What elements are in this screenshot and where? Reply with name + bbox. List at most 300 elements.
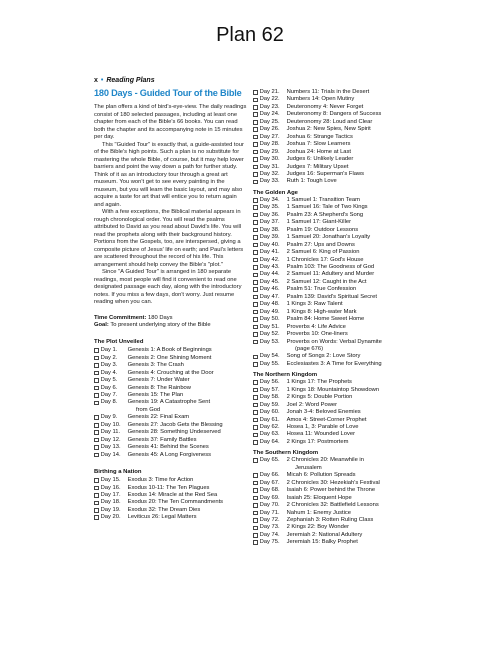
day-reading: 1 Samuel 16: Tale of Two Kings (286, 204, 368, 211)
day-reading: Psalm 139: David's Spiritual Secret (286, 293, 377, 300)
reading-day-row (94, 499, 247, 506)
day-reading: 1 Samuel 17: Giant-Killer (286, 219, 352, 226)
reading-day-row (253, 294, 443, 301)
day-label: Day 26. (259, 126, 280, 133)
reading-day-row (253, 353, 443, 360)
checkbox-icon[interactable] (253, 287, 258, 292)
reading-day-row (253, 510, 443, 517)
day-label: Day 9. (100, 414, 118, 421)
day-reading: 2 Kings 17: Postmortem (286, 438, 349, 445)
section-header (94, 77, 155, 84)
checkbox-icon[interactable] (253, 395, 258, 400)
reading-day-row (253, 387, 443, 394)
checkbox-icon[interactable] (253, 481, 258, 486)
day-reading: 2 Chronicles 32: Battlefield Lessons (286, 502, 379, 509)
checkbox-icon[interactable] (253, 511, 258, 516)
reading-day-row (253, 219, 443, 226)
checkbox-icon[interactable] (94, 493, 99, 498)
checkbox-icon[interactable] (253, 120, 258, 125)
checkbox-icon[interactable] (253, 362, 258, 367)
reading-day-row (253, 134, 443, 141)
day-label: Day 67. (259, 479, 280, 486)
reading-day-row (253, 104, 443, 111)
checkbox-icon[interactable] (253, 142, 258, 147)
day-label: Day 33. (259, 178, 280, 185)
day-reading: Deuteronomy 28: Loud and Clear (286, 118, 373, 125)
reading-day-row (253, 242, 443, 249)
day-label: Day 38. (259, 226, 280, 233)
day-reading: Song of Songs 2: Love Story (286, 353, 361, 360)
checkbox-icon[interactable] (253, 273, 258, 278)
day-reading: Exodus 10-11: The Ten Plagues (127, 484, 210, 491)
day-reading: Isaiah 25: Eloquent Hope (286, 494, 352, 501)
day-reading: Deuteronomy 8: Dangers of Success (286, 111, 382, 118)
left-column (94, 88, 247, 522)
day-reading: Psalm 19: Outdoor Lessons (286, 226, 359, 233)
checkbox-icon[interactable] (253, 355, 258, 360)
checkbox-icon[interactable] (253, 105, 258, 110)
day-label: Day 32. (259, 170, 280, 177)
reading-day-row (94, 444, 247, 451)
day-label: Day 10. (100, 421, 121, 428)
checkbox-icon[interactable] (253, 172, 258, 177)
day-reading: Genesis 4: Crouching at the Door (127, 369, 214, 376)
day-reading: 2 Samuel 6: King of Passion (286, 249, 360, 256)
reading-day-row (94, 370, 247, 377)
day-reading: Zephaniah 3: Rotten Ruling Class (286, 517, 374, 524)
checkbox-icon[interactable] (253, 403, 258, 408)
day-label: Day 3. (100, 362, 118, 369)
day-label: Day 45. (259, 278, 280, 285)
day-reading: 1 Kings 18: Mountaintop Showdown (286, 386, 380, 393)
day-label: Day 24. (259, 111, 280, 118)
checkbox-icon[interactable] (253, 135, 258, 140)
reading-day-row (253, 204, 443, 211)
checkbox-icon[interactable] (253, 503, 258, 508)
checkbox-icon[interactable] (253, 112, 258, 117)
plan-title: 180 Days - Guided Tour of the Bible (94, 88, 242, 98)
day-reading: Psalm 23: A Shepherd's Song (286, 211, 364, 218)
checkbox-icon[interactable] (253, 458, 258, 463)
reading-day-row (253, 361, 443, 368)
day-label: Day 2. (100, 354, 118, 361)
checkbox-icon[interactable] (94, 501, 99, 506)
day-reading: Proverbs 4: Life Advice (286, 323, 346, 330)
day-label: Day 18. (100, 499, 121, 506)
day-reading: 1 Kings 3: Raw Talent (286, 301, 343, 308)
day-reading: Genesis 1: A Book of Beginnings (127, 347, 212, 354)
day-label: Day 62. (259, 424, 280, 431)
day-reading: Joshua 2: New Spies, New Spirit (286, 126, 371, 133)
day-reading-continuation: from God (136, 406, 161, 413)
day-reading: Jeremiah 15: Balky Prophet (286, 539, 358, 546)
reading-day-row (253, 164, 443, 171)
reading-day-row (253, 89, 443, 96)
day-label: Day 53. (259, 338, 280, 345)
day-label: Day 27. (259, 133, 280, 140)
day-reading: Exodus 20: The Ten Commandments (127, 499, 224, 506)
day-label: Day 75. (259, 539, 280, 546)
intro-paragraph: The plan offers a kind of bird's-eye-view. The daily readings consist of 180 selected passages, including at least one chapter from each of the Bible's 66 books. You can read both the chapter and its accompanying note in 15 minutes per day. (94, 104, 247, 140)
reading-day-row (253, 197, 443, 204)
day-label: Day 72. (259, 517, 280, 524)
checkbox-icon[interactable] (253, 380, 258, 385)
day-label: Day 34. (259, 196, 280, 203)
checkbox-icon[interactable] (253, 496, 258, 501)
reading-day-row (253, 171, 443, 178)
checkbox-icon[interactable] (94, 378, 99, 383)
day-label: Day 17. (100, 492, 121, 499)
reading-day-row (253, 409, 443, 416)
reading-day-row (94, 422, 247, 429)
day-reading: 1 Samuel 20: Jonathan's Loyalty (286, 234, 371, 241)
day-label: Day 66. (259, 472, 280, 479)
day-reading: Jeremiah 2: National Adultery (286, 531, 363, 538)
day-label: Day 61. (259, 416, 280, 423)
day-label: Day 4. (100, 369, 118, 376)
checkbox-icon[interactable] (94, 415, 99, 420)
reading-day-row (253, 141, 443, 148)
checkbox-icon[interactable] (94, 401, 99, 406)
right-reading-list (253, 89, 443, 547)
day-label: Day 28. (259, 141, 280, 148)
reading-day-row (253, 257, 443, 264)
day-label: Day 12. (100, 436, 121, 443)
day-label: Day 40. (259, 241, 280, 248)
reading-day-row (94, 355, 247, 362)
goal-value: To present underlying story of the Bible (110, 321, 211, 328)
checkbox-icon[interactable] (253, 488, 258, 493)
checkbox-icon[interactable] (253, 150, 258, 155)
left-reading-list (94, 339, 247, 522)
reading-day-row (253, 487, 443, 494)
checkbox-icon[interactable] (253, 198, 258, 203)
reading-day-row (253, 339, 443, 346)
checkbox-icon[interactable] (253, 280, 258, 285)
day-label: Day 47. (259, 293, 280, 300)
intro-paragraph: With a few exceptions, the Biblical material appears in rough chronological order. You will read the psalms attributed to David as you read about David's life. You will read the prophets along with their background history. Portions from the Gospels, too, are interspersed, giving a composite picture of Jesus' life on earth; and Paul's letters are scattered throughout the record of his life. This arrangement should help convey the Bible's "plot." (94, 209, 244, 268)
day-label: Day 51. (259, 323, 280, 330)
day-reading: Numbers 14: Open Mutiny (286, 96, 355, 103)
reading-day-row (94, 362, 247, 369)
day-reading: Exodus 3: Time for Action (127, 477, 194, 484)
reading-day-row (253, 309, 443, 316)
day-label: Day 14. (100, 451, 121, 458)
day-label: Day 15. (100, 477, 121, 484)
right-column (253, 89, 443, 547)
reading-day-row (253, 539, 443, 546)
day-label: Day 13. (100, 444, 121, 451)
day-reading: Isaiah 6: Power behind the Throne (286, 487, 376, 494)
reading-day-row (253, 331, 443, 338)
checkbox-icon[interactable] (253, 180, 258, 185)
checkbox-icon[interactable] (94, 423, 99, 428)
day-reading: 2 Samuel 11: Adultery and Murder (286, 271, 375, 278)
reading-day-row (94, 452, 247, 459)
day-label: Day 57. (259, 386, 280, 393)
reading-day-row (253, 126, 443, 133)
day-label: Day 44. (259, 271, 280, 278)
day-reading: Micah 6: Pollution Spreads (286, 472, 356, 479)
reading-day-row (253, 271, 443, 278)
checkbox-icon[interactable] (94, 478, 99, 483)
checkbox-icon[interactable] (253, 433, 258, 438)
checkbox-icon[interactable] (253, 295, 258, 300)
day-reading: Joel 2: Word Power (286, 401, 338, 408)
day-label: Day 31. (259, 163, 280, 170)
day-reading: Genesis 41: Behind the Scenes (127, 444, 209, 451)
group-title: Birthing a Nation (94, 469, 142, 476)
checkbox-icon[interactable] (253, 98, 258, 103)
day-label: Day 65. (259, 457, 280, 464)
reading-day-row (253, 96, 443, 103)
reading-day-row (253, 524, 443, 531)
checkbox-icon[interactable] (253, 250, 258, 255)
checkbox-icon[interactable] (94, 386, 99, 391)
day-label: Day 7. (100, 392, 118, 399)
checkbox-icon[interactable] (94, 430, 99, 435)
day-reading: 2 Chronicles 30: Hezekiah's Festival (286, 479, 380, 486)
page-title: Plan 62 (216, 24, 284, 46)
day-reading: Psalm 27: Ups and Downs (286, 241, 355, 248)
checkbox-icon[interactable] (94, 515, 99, 520)
checkbox-icon[interactable] (253, 388, 258, 393)
day-reading: Genesis 28: Something Undeserved (127, 429, 221, 436)
day-label: Day 30. (259, 156, 280, 163)
reading-day-row (253, 249, 443, 256)
reading-day-row (253, 264, 443, 271)
checkbox-icon[interactable] (253, 332, 258, 337)
reading-day-row (253, 480, 443, 487)
reading-day-row (253, 156, 443, 163)
day-reading: Exodus 32: The Dream Dies (127, 506, 201, 513)
day-reading: Genesis 45: A Long Forgiveness (127, 451, 212, 458)
reading-day-row (253, 439, 443, 446)
day-reading: Exodus 14: Miracle at the Red Sea (127, 492, 218, 499)
day-reading: Ruth 1: Tough Love (286, 178, 337, 185)
intro-paragraph: Since "A Guided Tour" is arranged in 180 separate readings, most people will find it convenient to read one designated passage each day, along with the introductory notes. If you miss a few days, don't worry. Just resume reading when you can. (94, 269, 242, 305)
goal-label: Goal: (94, 321, 109, 328)
reading-day-row (253, 227, 443, 234)
reading-day-row (94, 414, 247, 421)
day-reading: Judges 16: Superman's Flaws (286, 170, 365, 177)
checkbox-icon[interactable] (253, 410, 258, 415)
day-label: Day 21. (259, 89, 280, 95)
reading-day-row (94, 429, 247, 436)
checkbox-icon[interactable] (94, 486, 99, 491)
day-label: Day 8. (100, 399, 118, 406)
day-label: Day 22. (259, 96, 280, 103)
reading-day-row (253, 316, 443, 323)
section-name: Reading Plans (106, 77, 155, 84)
day-label: Day 63. (259, 431, 280, 438)
checkbox-icon[interactable] (253, 302, 258, 307)
day-reading: Nahum 1: Enemy Justice (286, 509, 352, 516)
reading-day-row (253, 402, 443, 409)
group-title: The Northern Kingdom (253, 372, 318, 379)
checkbox-icon[interactable] (253, 243, 258, 248)
day-reading: 2 Kings 22: Boy Wonder (286, 524, 350, 531)
day-label: Day 56. (259, 379, 280, 386)
day-reading-continuation: (page 676) (295, 345, 324, 352)
day-label: Day 36. (259, 211, 280, 218)
day-reading: Joshua 24: Home at Last (286, 148, 352, 155)
day-label: Day 29. (259, 148, 280, 155)
checkbox-icon[interactable] (94, 393, 99, 398)
reading-day-row (94, 377, 247, 384)
checkbox-icon[interactable] (94, 356, 99, 361)
reading-day-row (253, 495, 443, 502)
checkbox-icon[interactable] (253, 157, 258, 162)
checkbox-icon[interactable] (253, 340, 258, 345)
reading-day-row (253, 279, 443, 286)
day-label: Day 1. (100, 347, 118, 354)
reading-day-row (94, 392, 247, 399)
reading-day-row (253, 301, 443, 308)
reading-day-row (253, 457, 443, 464)
day-reading: Leviticus 26: Legal Matters (127, 514, 197, 521)
day-label: Day 43. (259, 263, 280, 270)
day-label: Day 16. (100, 484, 121, 491)
day-reading: Amos 4: Street-Corner Prophet (286, 416, 367, 423)
checkbox-icon[interactable] (94, 445, 99, 450)
day-reading: Proverbs on Words: Verbal Dynamite (286, 338, 382, 345)
day-reading: Judges 6: Unlikely Leader (286, 156, 354, 163)
checkbox-icon[interactable] (253, 127, 258, 132)
day-reading: 1 Kings 17: The Prophets (286, 379, 352, 386)
day-label: Day 20. (100, 514, 121, 521)
bullet-icon: • (100, 77, 104, 84)
checkbox-icon[interactable] (94, 371, 99, 376)
checkbox-icon[interactable] (253, 325, 258, 330)
checkbox-icon[interactable] (253, 533, 258, 538)
checkbox-icon[interactable] (94, 363, 99, 368)
group-title: The Plot Unveiled (94, 339, 144, 346)
day-label: Day 60. (259, 409, 280, 416)
day-label: Day 6. (100, 384, 118, 391)
day-label: Day 11. (100, 429, 121, 436)
reading-day-row (253, 286, 443, 293)
reading-day-row (94, 492, 247, 499)
reading-day-row (253, 149, 443, 156)
day-reading: Judges 7: Military Upset (286, 163, 349, 170)
day-reading: Joshua 7: Slow Learners (286, 141, 351, 148)
goal (94, 322, 247, 329)
time-commitment-label: Time Commitment: (94, 314, 147, 321)
checkbox-icon[interactable] (253, 310, 258, 315)
reading-day-row (253, 234, 443, 241)
day-reading: 1 Samuel 1: Transition Team (286, 196, 360, 203)
reading-day-row (94, 485, 247, 492)
day-reading: Genesis 37: Family Battles (127, 436, 197, 443)
day-reading: Genesis 3: The Crash (127, 362, 184, 369)
checkbox-icon[interactable] (94, 508, 99, 513)
day-reading: Deuteronomy 4: Never Forget (286, 103, 364, 110)
checkbox-icon[interactable] (253, 526, 258, 531)
reading-day-row (253, 119, 443, 126)
checkbox-icon[interactable] (253, 425, 258, 430)
checkbox-icon[interactable] (253, 265, 258, 270)
day-label: Day 49. (259, 308, 280, 315)
checkbox-icon[interactable] (253, 220, 258, 225)
reading-day-row (253, 502, 443, 509)
checkbox-icon[interactable] (253, 473, 258, 478)
day-reading: 2 Kings 5: Double Portion (286, 394, 353, 401)
checkbox-icon[interactable] (94, 348, 99, 353)
day-label: Day 48. (259, 301, 280, 308)
time-commitment (94, 315, 247, 322)
group-title: The Golden Age (253, 189, 298, 196)
day-reading: 2 Chronicles 20: Meanwhile in (286, 457, 364, 464)
checkbox-icon[interactable] (253, 258, 258, 263)
reading-day-row (253, 178, 443, 185)
time-commitment-value: 180 Days (148, 314, 173, 321)
day-reading: Numbers 11: Trials in the Desert (286, 89, 370, 95)
day-reading: 2 Samuel 12: Caught in the Act (286, 278, 367, 285)
checkbox-icon[interactable] (253, 418, 258, 423)
day-label: Day 54. (259, 353, 280, 360)
day-label: Day 55. (259, 360, 280, 367)
checkbox-icon[interactable] (253, 228, 258, 233)
day-reading: Psalm 51: True Confession (286, 286, 357, 293)
section-marker: x (94, 77, 98, 84)
day-label: Day 71. (259, 509, 280, 516)
reading-day-row (253, 517, 443, 524)
group-title: The Southern Kingdom (253, 450, 319, 457)
checkbox-icon[interactable] (253, 540, 258, 545)
day-reading: Hosea 1, 3: Parable of Love (286, 424, 359, 431)
reading-day-row (253, 424, 443, 431)
day-reading: Proverbs 10: One-liners (286, 331, 348, 338)
checkbox-icon[interactable] (253, 440, 258, 445)
reading-day-row (94, 399, 247, 406)
day-label: Day 46. (259, 286, 280, 293)
day-reading: Jonah 3-4: Beloved Enemies (286, 409, 361, 416)
checkbox-icon[interactable] (94, 453, 99, 458)
checkbox-icon[interactable] (253, 518, 258, 523)
reading-day-row (94, 514, 247, 521)
day-label: Day 70. (259, 502, 280, 509)
day-label: Day 58. (259, 394, 280, 401)
day-label: Day 69. (259, 494, 280, 501)
plan-meta (94, 315, 247, 330)
checkbox-icon[interactable] (253, 317, 258, 322)
checkbox-icon[interactable] (253, 213, 258, 218)
day-label: Day 41. (259, 249, 280, 256)
day-reading: Psalm 103: The Goodness of God (286, 263, 375, 270)
day-label: Day 68. (259, 487, 280, 494)
checkbox-icon[interactable] (94, 438, 99, 443)
day-label: Day 50. (259, 316, 280, 323)
day-reading: 1 Kings 8: High-water Mark (286, 308, 357, 315)
checkbox-icon[interactable] (253, 205, 258, 210)
day-reading: Genesis 27: Jacob Gets the Blessing (127, 421, 223, 428)
reading-day-row (253, 532, 443, 539)
reading-day-row (94, 477, 247, 484)
reading-day-row (253, 379, 443, 386)
reading-day-row (253, 394, 443, 401)
reading-day-row (94, 385, 247, 392)
reading-day-row (94, 347, 247, 354)
reading-day-row (94, 437, 247, 444)
checkbox-icon[interactable] (253, 165, 258, 170)
day-reading: Psalm 84: Home Sweet Home (286, 316, 365, 323)
day-reading: 1 Chronicles 17: God's House (286, 256, 364, 263)
day-reading: Hosea 11: Wounded Lover (286, 431, 356, 438)
checkbox-icon[interactable] (253, 90, 258, 95)
checkbox-icon[interactable] (253, 235, 258, 240)
reading-day-row (94, 507, 247, 514)
